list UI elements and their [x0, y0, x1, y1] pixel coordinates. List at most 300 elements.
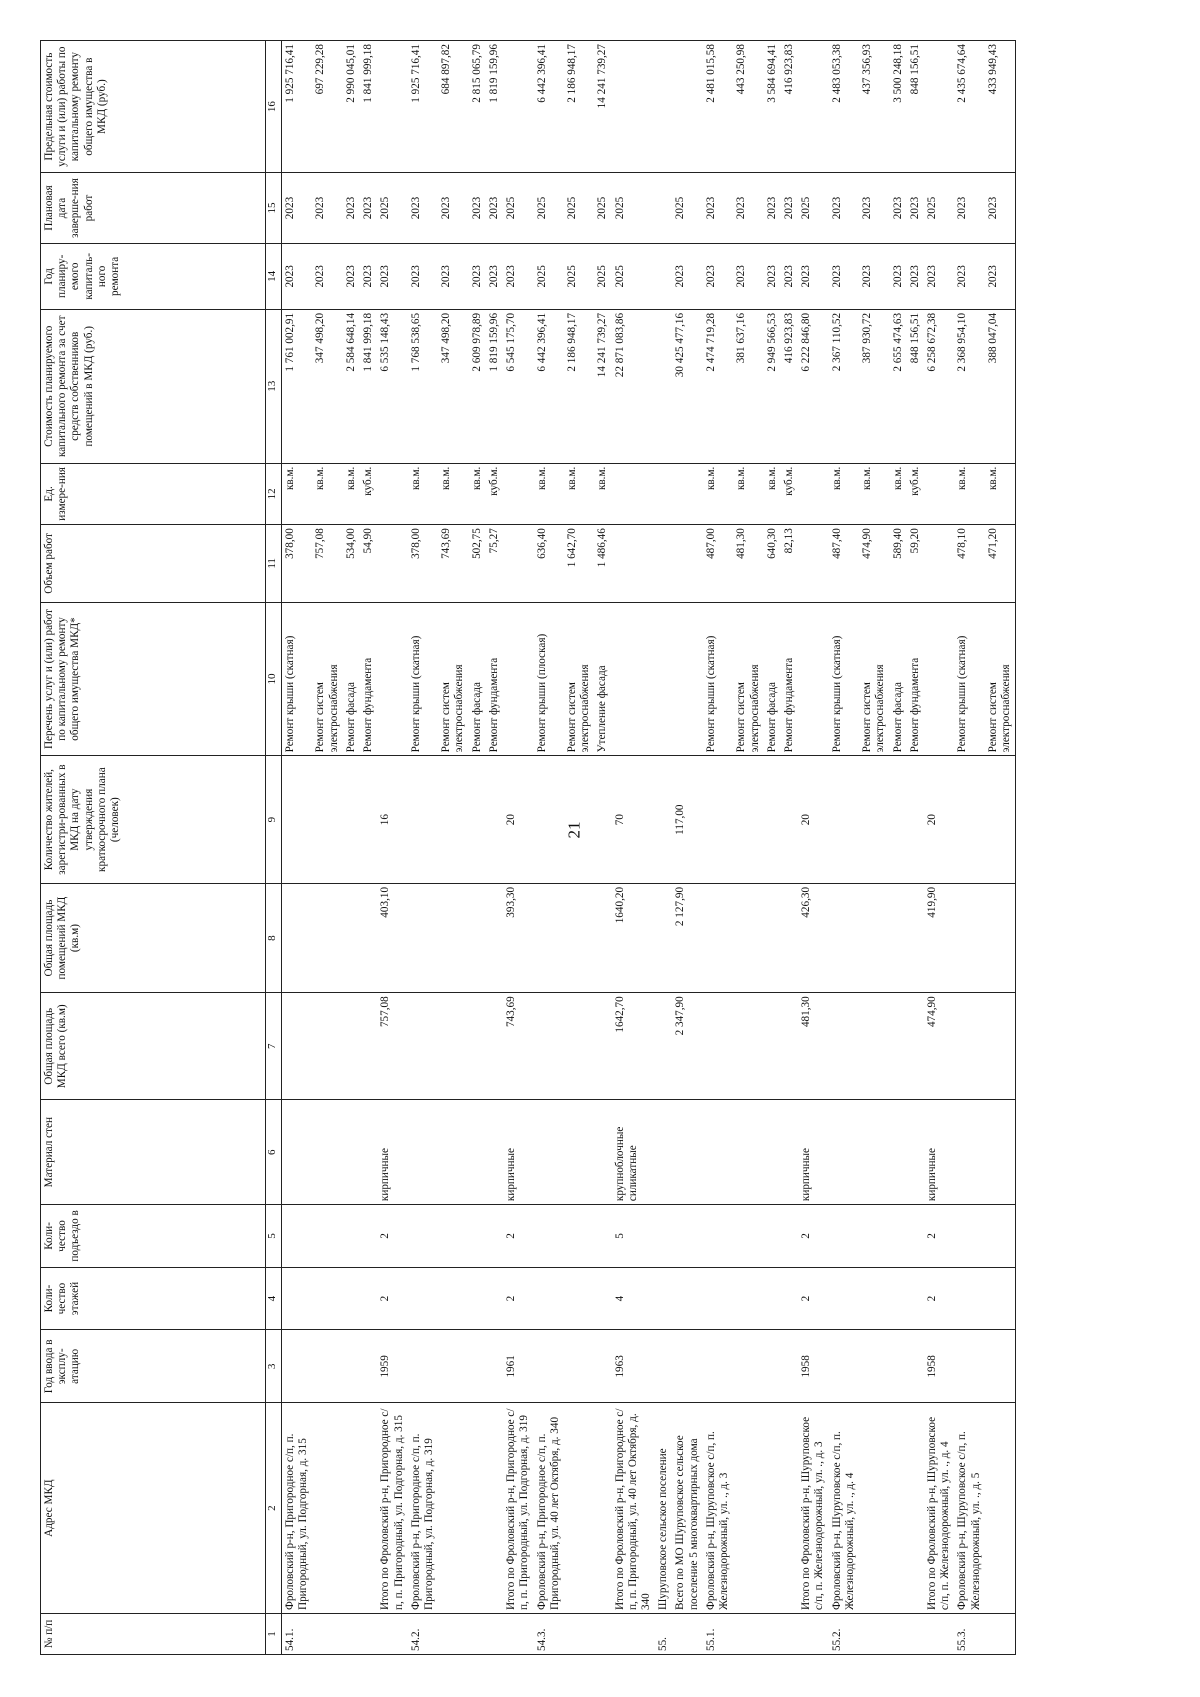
table-cell: Ремонт фундамента: [486, 602, 503, 756]
table-cell: [890, 1205, 907, 1268]
table-cell: [564, 993, 594, 1100]
table-row: [985, 41, 1016, 1655]
table-cell: [781, 883, 798, 992]
table-cell: [890, 1614, 907, 1655]
table-cell: 2023: [859, 173, 889, 244]
table-cell: 2 481 015,58: [703, 41, 733, 173]
table-cell: [360, 1403, 377, 1614]
table-cell: [312, 993, 342, 1100]
table-cell: [829, 1267, 859, 1330]
table-cell: [594, 1403, 611, 1614]
table-cell: 2023: [469, 173, 486, 244]
table-cell: кв.м.: [534, 463, 564, 525]
table-cell: [859, 1205, 889, 1268]
table-cell: [486, 1403, 503, 1614]
table-cell: [377, 463, 407, 525]
table-cell: [534, 1330, 564, 1403]
table-cell: 2023: [282, 173, 313, 244]
table-cell: [781, 756, 798, 884]
table-cell: Итого по Фроловский р-н, Пригородное с/п, п. Пригородный, ул. Подгорная, д. 319: [503, 1403, 533, 1614]
table-cell: [408, 1267, 438, 1330]
table-cell: [954, 883, 984, 992]
table-cell: 471,20: [985, 525, 1016, 602]
table-row: [703, 41, 733, 1655]
table-cell: 388 047,04: [985, 309, 1016, 463]
table-cell: [594, 1330, 611, 1403]
table-cell: [564, 1330, 594, 1403]
table-cell: [859, 1267, 889, 1330]
table-cell: 502,75: [469, 525, 486, 602]
table-cell: [312, 1403, 342, 1614]
table-cell: [360, 1330, 377, 1403]
table-cell: 1 768 538,65: [408, 309, 438, 463]
table-cell: 2023: [672, 243, 702, 309]
table-cell: 2025: [377, 173, 407, 244]
table-cell: [503, 525, 533, 602]
table-cell: 1 925 716,41: [282, 41, 313, 173]
table-cell: [798, 463, 828, 525]
table-cell: 2023: [312, 173, 342, 244]
table-row: [503, 41, 533, 1655]
table-cell: [312, 1267, 342, 1330]
table-cell: куб.м.: [360, 463, 377, 525]
table-cell: 1 841 999,18: [360, 309, 377, 463]
table-cell: [954, 756, 984, 884]
table-cell: 2025: [612, 243, 656, 309]
table-row: [377, 41, 407, 1655]
table-cell: 2: [377, 1267, 407, 1330]
table-cell: 1 486,46: [594, 525, 611, 602]
table-cell: Всего по МО Шуруповское сельское поселение 5 многоквартирных дома: [672, 1403, 702, 1614]
table-cell: [469, 1614, 486, 1655]
table-cell: 2: [798, 1267, 828, 1330]
column-number-row: [266, 41, 282, 1655]
table-cell: 2 347,90: [672, 993, 702, 1100]
table-cell: [343, 1403, 360, 1614]
table-row: [469, 41, 486, 1655]
table-cell: Фроловский р-н, Шуруповское с/п, п. Железнодорожный, ул. ., д. 4: [829, 1403, 859, 1614]
table-cell: 697 229,28: [312, 41, 342, 173]
table-cell: 2023: [890, 243, 907, 309]
table-cell: 2 186 948,17: [564, 41, 594, 173]
table-row: [486, 41, 503, 1655]
column-header: Перечень услуг и (или) работ по капитальному ремонту общего имущества МКД*: [41, 602, 266, 756]
table-row: [408, 41, 438, 1655]
table-cell: 2023: [764, 243, 781, 309]
table-cell: 636,40: [534, 525, 564, 602]
table-cell: Фроловский р-н, Пригородное с/п, п. Пригородный, ул. 40 лет Октября, д. 340: [534, 1403, 564, 1614]
column-header: Общая площадь помещений МКД (кв.м): [41, 883, 266, 992]
table-cell: [438, 1267, 468, 1330]
table-cell: [469, 1100, 486, 1205]
table-cell: [360, 756, 377, 884]
table-cell: 757,08: [312, 525, 342, 602]
table-cell: 16: [377, 756, 407, 884]
table-cell: [282, 1267, 313, 1330]
table-cell: [764, 1403, 781, 1614]
table-cell: [343, 1614, 360, 1655]
table-cell: [781, 993, 798, 1100]
table-cell: [312, 756, 342, 884]
table-cell: 2023: [829, 243, 859, 309]
table-cell: кв.м.: [764, 463, 781, 525]
table-cell: кв.м.: [343, 463, 360, 525]
table-row: [798, 41, 828, 1655]
table-cell: [655, 525, 672, 602]
table-cell: [890, 883, 907, 992]
table-row: [672, 41, 702, 1655]
table-cell: [781, 1330, 798, 1403]
table-cell: [564, 883, 594, 992]
table-cell: [594, 1614, 611, 1655]
table-cell: 403,10: [377, 883, 407, 992]
table-cell: [985, 1614, 1016, 1655]
table-cell: [764, 1614, 781, 1655]
table-cell: [282, 1205, 313, 1268]
table-cell: 14 241 739,27: [594, 309, 611, 463]
table-row: [564, 41, 594, 1655]
table-cell: 2023: [890, 173, 907, 244]
table-cell: [312, 1205, 342, 1268]
table-cell: 3 500 248,18: [890, 41, 907, 173]
table-cell: [655, 756, 672, 884]
table-cell: [594, 1267, 611, 1330]
table-cell: [343, 993, 360, 1100]
table-cell: 5: [612, 1205, 656, 1268]
column-header: Ед. измере-ния: [41, 463, 266, 525]
table-cell: [907, 1330, 924, 1403]
table-row: [438, 41, 468, 1655]
table-cell: [672, 1267, 702, 1330]
table-cell: [907, 756, 924, 884]
table-cell: [924, 602, 954, 756]
table-cell: [859, 1614, 889, 1655]
table-cell: Итого по Фроловский р-н, Пригородное с/п, п. Пригородный, ул. 40 лет Октября, д. 340: [612, 1403, 656, 1614]
table-cell: кв.м.: [594, 463, 611, 525]
table-cell: 2023: [985, 243, 1016, 309]
table-cell: [534, 756, 564, 884]
table-cell: 1 642,70: [564, 525, 594, 602]
table-cell: 2023: [503, 243, 533, 309]
table-cell: [859, 1403, 889, 1614]
table-cell: [655, 883, 672, 992]
table-cell: [360, 1614, 377, 1655]
table-cell: Фроловский р-н, Шуруповское с/п, п. Железнодорожный, ул. ., д. 5: [954, 1403, 984, 1614]
table-cell: 2025: [594, 243, 611, 309]
table-cell: 2025: [924, 173, 954, 244]
table-cell: кирпичные: [798, 1100, 828, 1205]
table-cell: Ремонт фасада: [764, 602, 781, 756]
table-cell: 534,00: [343, 525, 360, 602]
table-cell: [612, 463, 656, 525]
table-cell: Ремонт систем электроснабжения: [859, 602, 889, 756]
repair-plan-table: [40, 40, 1016, 1655]
table-cell: 6 222 846,80: [798, 309, 828, 463]
table-cell: 474,90: [924, 993, 954, 1100]
table-cell: [564, 1100, 594, 1205]
table-cell: [438, 883, 468, 992]
table-cell: [829, 993, 859, 1100]
table-cell: [282, 883, 313, 992]
table-cell: Ремонт крыши (плоская): [534, 602, 564, 756]
table-cell: кв.м.: [859, 463, 889, 525]
table-cell: [733, 756, 763, 884]
table-cell: 2023: [985, 173, 1016, 244]
table-cell: кв.м.: [408, 463, 438, 525]
table-cell: [377, 602, 407, 756]
table-cell: 1 761 002,91: [282, 309, 313, 463]
table-cell: 640,30: [764, 525, 781, 602]
table-cell: [798, 525, 828, 602]
table-row: [594, 41, 611, 1655]
column-header: Адрес МКД: [41, 1403, 266, 1614]
table-cell: 2025: [534, 173, 564, 244]
table-cell: Ремонт систем электроснабжения: [438, 602, 468, 756]
table-cell: 1961: [503, 1330, 533, 1403]
table-cell: Фроловский р-н, Шуруповское с/п, п. Железнодорожный, ул. ., д. 3: [703, 1403, 733, 1614]
table-cell: [829, 1330, 859, 1403]
table-cell: 2 367 110,52: [829, 309, 859, 463]
table-cell: 20: [503, 756, 533, 884]
table-cell: [655, 993, 672, 1100]
table-cell: [672, 1100, 702, 1205]
table-cell: 2025: [564, 173, 594, 244]
table-cell: 2023: [924, 243, 954, 309]
table-cell: [564, 756, 594, 884]
table-cell: [469, 993, 486, 1100]
table-cell: [655, 173, 672, 244]
table-cell: 684 897,82: [438, 41, 468, 173]
table-cell: [655, 243, 672, 309]
table-cell: 481,30: [733, 525, 763, 602]
table-cell: [469, 1403, 486, 1614]
table-cell: [408, 1205, 438, 1268]
table-row: [859, 41, 889, 1655]
table-cell: [764, 1267, 781, 1330]
table-cell: [503, 602, 533, 756]
table-cell: 1958: [924, 1330, 954, 1403]
table-cell: [985, 1205, 1016, 1268]
table-cell: 2023: [486, 243, 503, 309]
table-cell: [703, 756, 733, 884]
table-cell: [438, 1330, 468, 1403]
column-header: Год ввода в эксплу-атацию: [41, 1330, 266, 1403]
table-cell: 347 498,20: [438, 309, 468, 463]
table-cell: крупноблочные силикатные: [612, 1100, 656, 1205]
table-cell: [954, 993, 984, 1100]
table-cell: [564, 1403, 594, 1614]
table-cell: [924, 1614, 954, 1655]
table-cell: [859, 756, 889, 884]
table-cell: куб.м.: [486, 463, 503, 525]
table-cell: 2023: [343, 243, 360, 309]
table-cell: [890, 1403, 907, 1614]
table-cell: [764, 1330, 781, 1403]
table-cell: [764, 1205, 781, 1268]
table-cell: Фроловский р-н, Пригородное с/п, п. Пригородный, ул. Подгорная, д. 315: [282, 1403, 313, 1614]
table-cell: кв.м.: [703, 463, 733, 525]
table-cell: [733, 883, 763, 992]
table-cell: 2025: [594, 173, 611, 244]
table-cell: 2023: [907, 173, 924, 244]
table-cell: [924, 525, 954, 602]
table-cell: [343, 883, 360, 992]
table-cell: [360, 1267, 377, 1330]
table-cell: Ремонт крыши (скатная): [829, 602, 859, 756]
table-cell: 2025: [534, 243, 564, 309]
table-cell: [781, 1267, 798, 1330]
table-cell: [282, 1330, 313, 1403]
column-number: 10: [266, 602, 282, 756]
table-cell: 2025: [564, 243, 594, 309]
table-cell: [985, 883, 1016, 992]
table-cell: 2 584 648,14: [343, 309, 360, 463]
table-cell: [890, 1267, 907, 1330]
column-header: Материал стен: [41, 1100, 266, 1205]
table-cell: 55.3.: [954, 1614, 984, 1655]
table-cell: [859, 993, 889, 1100]
table-cell: Итого по Фроловский р-н, Шуруповское с/п, п. Железнодорожный, ул. ., д. 3: [798, 1403, 828, 1614]
table-row: [312, 41, 342, 1655]
column-header: Коли-чество подъездо в: [41, 1205, 266, 1268]
table-cell: [907, 1614, 924, 1655]
table-cell: Ремонт фасада: [469, 602, 486, 756]
table-cell: 2 815 065,79: [469, 41, 486, 173]
table-cell: [703, 1100, 733, 1205]
table-cell: 474,90: [859, 525, 889, 602]
table-cell: 54.1.: [282, 1614, 313, 1655]
table-cell: 2023: [408, 173, 438, 244]
table-row: [534, 41, 564, 1655]
table-cell: 59,20: [907, 525, 924, 602]
table-cell: [486, 993, 503, 1100]
table-cell: 20: [924, 756, 954, 884]
table-cell: [534, 883, 564, 992]
table-cell: [781, 1205, 798, 1268]
table-cell: 2025: [798, 173, 828, 244]
table-cell: 1958: [798, 1330, 828, 1403]
table-cell: [733, 1330, 763, 1403]
table-cell: 54,90: [360, 525, 377, 602]
table-cell: 2 474 719,28: [703, 309, 733, 463]
table-cell: 2 186 948,17: [564, 309, 594, 463]
table-cell: [703, 1205, 733, 1268]
table-row: [829, 41, 859, 1655]
table-cell: кв.м.: [312, 463, 342, 525]
column-number: 5: [266, 1205, 282, 1268]
table-cell: 6 442 396,41: [534, 41, 564, 173]
table-cell: Ремонт фундамента: [907, 602, 924, 756]
table-cell: 2023: [954, 243, 984, 309]
table-cell: 2023: [829, 173, 859, 244]
table-cell: 2023: [733, 243, 763, 309]
table-cell: [781, 1403, 798, 1614]
table-cell: 2 655 474,63: [890, 309, 907, 463]
table-cell: [798, 1614, 828, 1655]
table-row: [655, 41, 672, 1655]
table-cell: 1 841 999,18: [360, 41, 377, 173]
table-cell: [907, 883, 924, 992]
table-cell: Ремонт фасада: [343, 602, 360, 756]
table-body: [282, 41, 1016, 1655]
table-cell: [503, 463, 533, 525]
table-cell: [564, 1205, 594, 1268]
table-cell: [655, 1205, 672, 1268]
table-cell: Ремонт крыши (скатная): [282, 602, 313, 756]
table-cell: [486, 1100, 503, 1205]
table-cell: Утепление фасада: [594, 602, 611, 756]
table-cell: [612, 1614, 656, 1655]
table-cell: кирпичные: [503, 1100, 533, 1205]
table-cell: [612, 525, 656, 602]
table-row: [343, 41, 360, 1655]
table-cell: кв.м.: [954, 463, 984, 525]
table-cell: [469, 1330, 486, 1403]
table-cell: 2 483 053,38: [829, 41, 859, 173]
table-cell: кв.м.: [282, 463, 313, 525]
table-cell: 2023: [360, 173, 377, 244]
table-cell: 2: [924, 1205, 954, 1268]
table-cell: 6 545 175,70: [503, 309, 533, 463]
table-cell: [890, 993, 907, 1100]
table-cell: [733, 993, 763, 1100]
table-cell: [312, 1330, 342, 1403]
table-cell: [764, 1100, 781, 1205]
table-cell: 487,40: [829, 525, 859, 602]
table-cell: 82,13: [781, 525, 798, 602]
column-number: 9: [266, 756, 282, 884]
table-cell: 2023: [377, 243, 407, 309]
table-cell: [503, 41, 533, 173]
table-cell: [469, 883, 486, 992]
table-cell: 2 990 045,01: [343, 41, 360, 173]
table-cell: Итого по Фроловский р-н, Шуруповское с/п, п. Железнодорожный, ул. ., д. 4: [924, 1403, 954, 1614]
column-number: 1: [266, 1614, 282, 1655]
table-cell: [503, 1614, 533, 1655]
table-cell: [859, 1100, 889, 1205]
table-cell: [312, 883, 342, 992]
table-cell: 1 925 716,41: [408, 41, 438, 173]
table-cell: 589,40: [890, 525, 907, 602]
table-row: [282, 41, 313, 1655]
table-cell: [377, 525, 407, 602]
table-cell: [859, 883, 889, 992]
table-cell: [360, 1205, 377, 1268]
table-cell: [985, 993, 1016, 1100]
table-cell: 478,10: [954, 525, 984, 602]
table-cell: 2023: [907, 243, 924, 309]
table-cell: [408, 993, 438, 1100]
table-cell: 2023: [469, 243, 486, 309]
table-cell: кирпичные: [924, 1100, 954, 1205]
table-cell: [486, 883, 503, 992]
table-cell: 2023: [859, 243, 889, 309]
table-cell: 6 258 672,38: [924, 309, 954, 463]
table-cell: [672, 1205, 702, 1268]
table-cell: 2023: [798, 243, 828, 309]
table-cell: Шуруповское сельское поселение: [655, 1403, 672, 1614]
table-cell: [733, 1614, 763, 1655]
table-header-row: [41, 41, 266, 1655]
column-header: Стоимость планируемого капитального ремонта за счет средств собственников помещений в МКД (руб.): [41, 309, 266, 463]
table-cell: 416 923,83: [781, 41, 798, 173]
table-cell: [829, 1205, 859, 1268]
column-header: Предельная стоимость услуги и (или) работы по капитальному ремонту общего имущества в МКД (руб.): [41, 41, 266, 173]
table-cell: [798, 602, 828, 756]
table-cell: [312, 1100, 342, 1205]
table-cell: 378,00: [282, 525, 313, 602]
table-row: [924, 41, 954, 1655]
